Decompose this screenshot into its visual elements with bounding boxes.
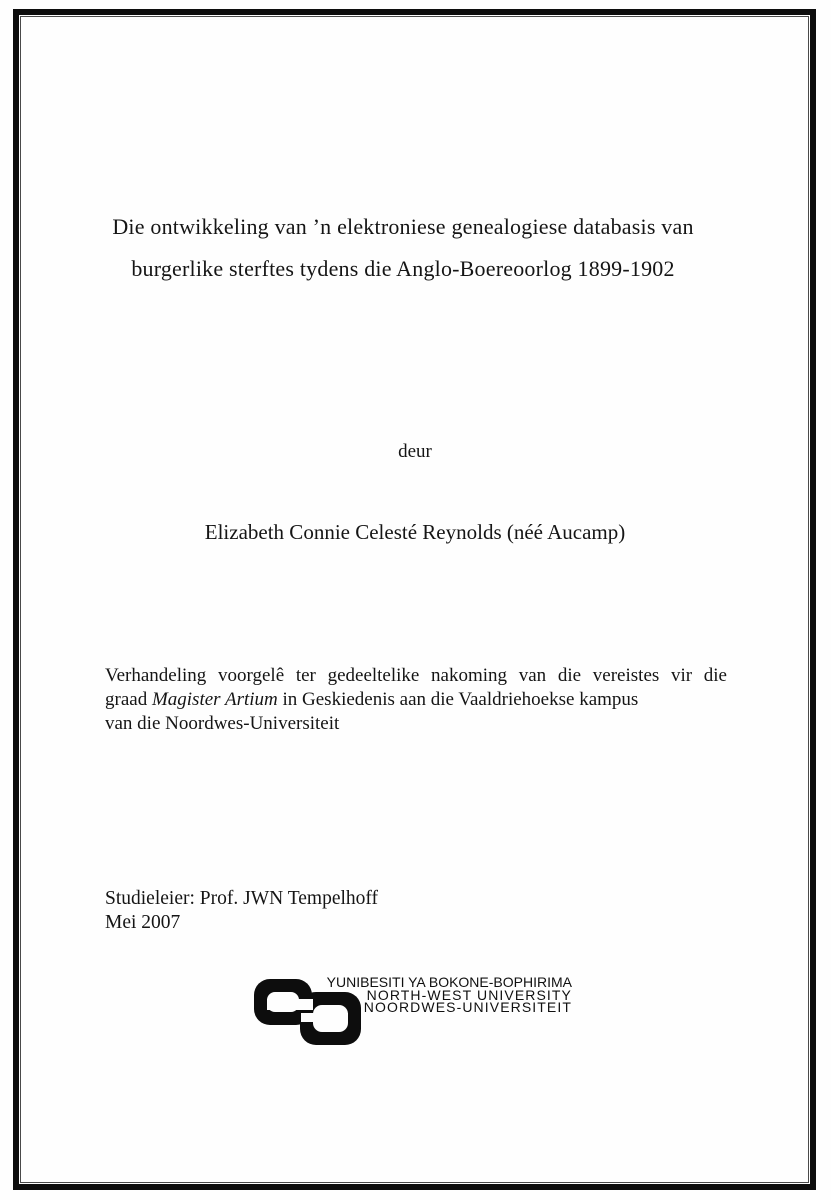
degree-statement-line2: graad Magister Artium in Geskiedenis aan die Vaaldriehoekse kampus (105, 689, 639, 710)
degree-statement-line3: van die Noordwes-Universiteit (105, 713, 340, 734)
logo-text-afrikaans: NOORDWES-UNIVERSITEIT (363, 999, 572, 1016)
logo-text-english: NORTH-WEST UNIVERSITY (366, 986, 572, 1003)
thesis-title-line2: burgerlike sterftes tydens die Anglo-Boereoorlog 1899-1902 (131, 256, 675, 281)
supervisor-block (105, 887, 378, 935)
byline-label: deur (398, 441, 432, 462)
date-line: Mei 2007 (105, 912, 181, 933)
logo-text-setswana: YUNIBESITI YA BOKONE-BOPHIRIMA (326, 974, 572, 990)
degree-statement-line1: Verhandeling voorgelê ter gedeeltelike nakoming van die vereistes vir die (105, 665, 727, 686)
degree-name-italic: Magister Artium (151, 689, 278, 710)
supervisor-line: Studieleier: Prof. JWN Tempelhoff (105, 888, 379, 909)
university-logo-text (327, 976, 572, 1014)
author-name: Elizabeth Connie Celesté Reynolds (néé Aucamp) (204, 520, 626, 544)
thesis-title (58, 206, 748, 290)
thesis-title-line1: Die ontwikkeling van ’n elektroniese genealogiese databasis van (112, 214, 694, 239)
degree-statement (105, 664, 727, 736)
